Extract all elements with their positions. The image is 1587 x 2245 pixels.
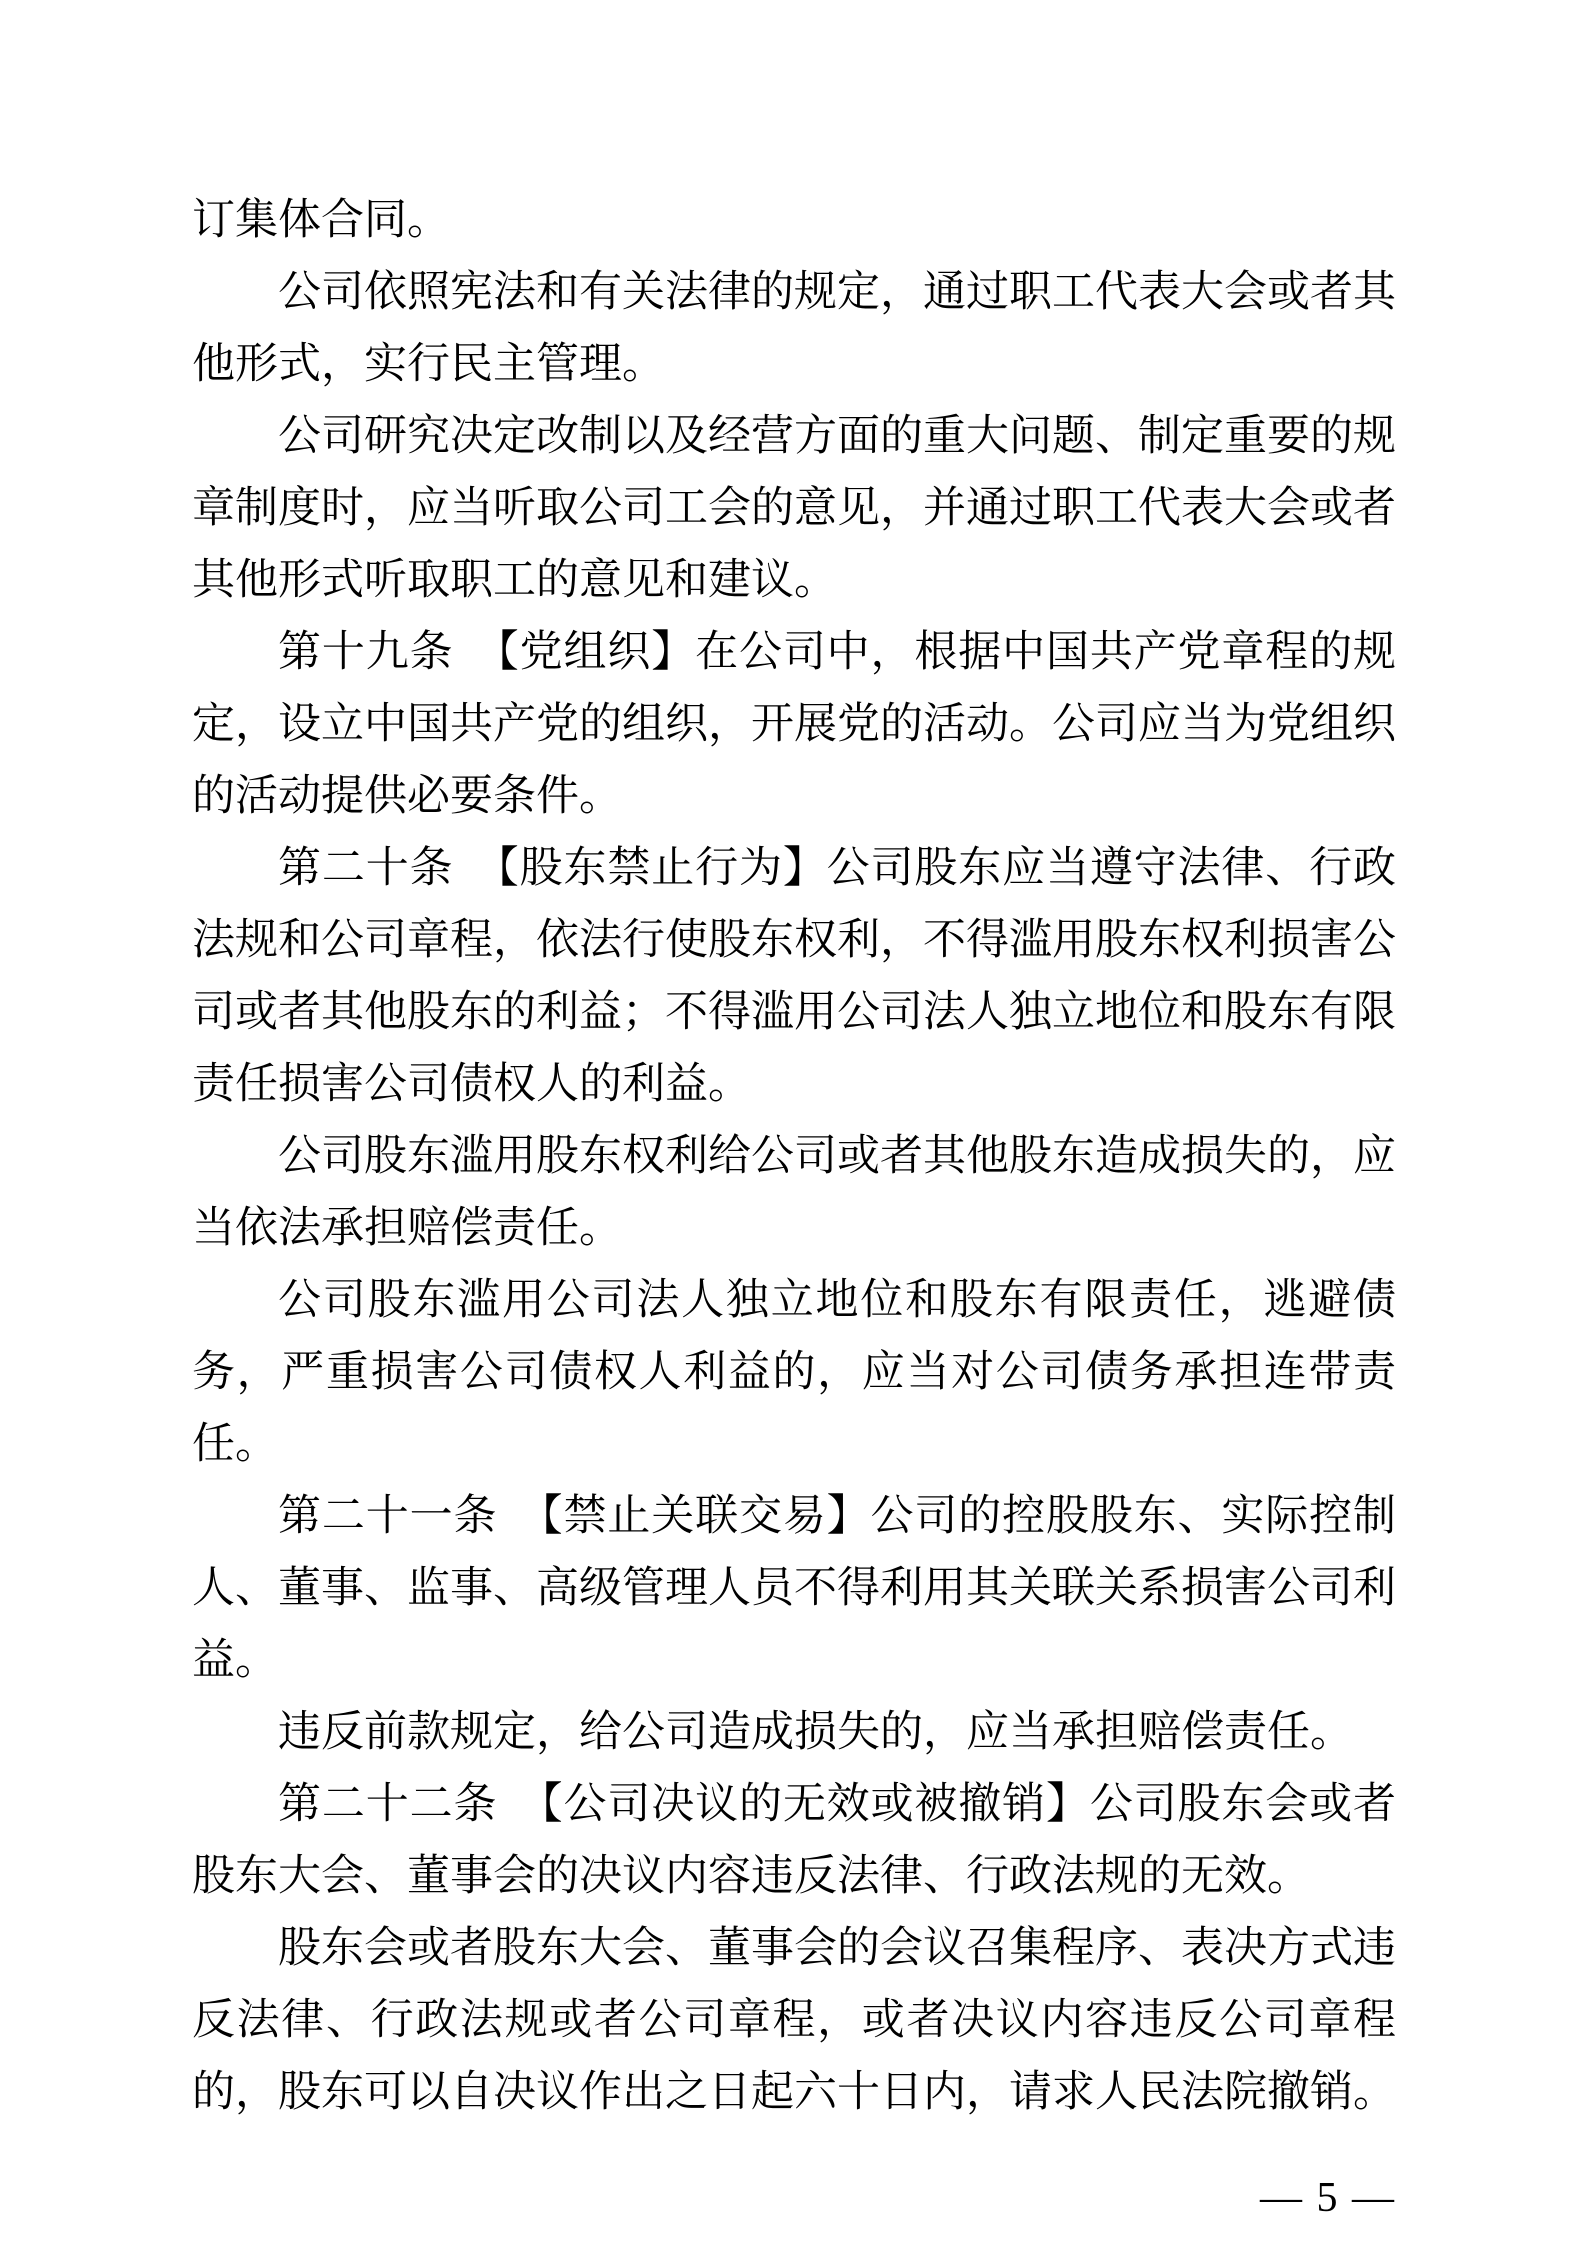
document-body xyxy=(192,185,1396,2129)
article-21-related-party-transactions: 第二十一条 【禁止关联交易】公司的控股股东、实际控制人、董事、监事、高级管理人员不得利用其关联关系损害公司利益。 xyxy=(192,1493,1396,1684)
article-21-clause-2: 违反前款规定，给公司造成损失的，应当承担赔偿责任。 xyxy=(278,1709,1353,1756)
paragraph-worker-congress: 公司依照宪法和有关法律的规定，通过职工代表大会或者其他形式，实行民主管理。 xyxy=(192,269,1396,388)
article-22-invalid-resolutions: 第二十二条 【公司决议的无效或被撤销】公司股东会或者股东大会、董事会的决议内容违反法律、行政法规的无效。 xyxy=(192,1781,1396,1900)
page-number: — 5 — xyxy=(1260,2175,1396,2221)
paragraph-union-consultation: 公司研究决定改制以及经营方面的重大问题、制定重要的规章制度时，应当听取公司工会的意见，并通过职工代表大会或者其他形式听取职工的意见和建议。 xyxy=(192,413,1396,604)
article-22-clause-2: 股东会或者股东大会、董事会的会议召集程序、表决方式违反法律、行政法规或者公司章程，或者决议内容违反公司章程的，股东可以自决议作出之日起六十日内，请求人民法院撤销。 xyxy=(192,1925,1396,2116)
article-20-clause-3: 公司股东滥用公司法人独立地位和股东有限责任，逃避债务，严重损害公司债权人利益的，应当对公司债务承担连带责任。 xyxy=(192,1277,1396,1468)
article-20-clause-2: 公司股东滥用股东权利给公司或者其他股东造成损失的，应当依法承担赔偿责任。 xyxy=(192,1133,1396,1252)
article-19-party-organization: 第十九条 【党组织】在公司中，根据中国共产党章程的规定，设立中国共产党的组织，开展党的活动。公司应当为党组织的活动提供必要条件。 xyxy=(192,629,1396,820)
article-20-shareholder-prohibited-acts: 第二十条 【股东禁止行为】公司股东应当遵守法律、行政法规和公司章程，依法行使股东权利，不得滥用股东权利损害公司或者其他股东的利益；不得滥用公司法人独立地位和股东有限责任损害公司债权人的利益。 xyxy=(192,845,1396,1108)
paragraph-continuation: 订集体合同。 xyxy=(192,197,450,244)
